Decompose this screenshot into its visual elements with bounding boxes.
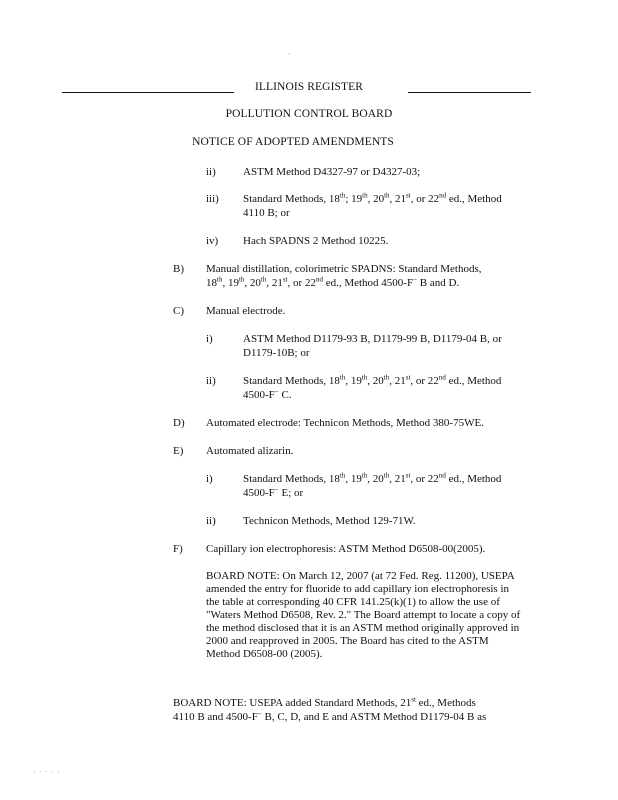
item-iv-text: Hach SPADNS 2 Method 10225. bbox=[243, 235, 389, 247]
item-ii-text: ASTM Method D4327-97 or D4327-03; bbox=[243, 166, 421, 178]
item-E-text: Automated alizarin. bbox=[206, 445, 294, 457]
board-note-2-line2 bbox=[173, 710, 486, 724]
text: , 19 bbox=[345, 375, 362, 387]
board-title: POLLUTION CONTROL BOARD bbox=[225, 108, 393, 120]
sup: th bbox=[384, 191, 390, 200]
item-Ci-line1: ASTM Method D1179-93 B, D1179-99 B, D1179-04 B, or bbox=[243, 333, 502, 345]
item-F-text: Capillary ion electrophoresis: ASTM Method D6508-00(2005). bbox=[206, 543, 486, 555]
item-E-label: E) bbox=[173, 445, 184, 457]
board-note-1: BOARD NOTE: On March 12, 2007 (at 72 Fed. Reg. 11200), USEPA amended the entry for fluoride to add capillary ion electrophoresis in the table at corresponding 40 CFR 141.25(k)(1) to allow the use of "Waters Method D6508, Rev. 2." The Board attempt to locate a copy of the method disclosed that it is an ASTM method originally approved in 2000 and reapproved in 2005. The Board has cited to the ASTM Method D6508-00 (2005). bbox=[206, 570, 521, 660]
sup: th bbox=[260, 275, 267, 284]
item-ii-label: ii) bbox=[206, 166, 216, 178]
text: , 20 bbox=[367, 193, 385, 205]
text: , 21 bbox=[389, 375, 406, 387]
footer-marks: · · · · · bbox=[33, 768, 61, 776]
text: , 19 bbox=[345, 473, 362, 485]
register-title: ILLINOIS REGISTER bbox=[254, 81, 364, 93]
sup: − bbox=[274, 485, 279, 494]
text: C. bbox=[278, 389, 292, 401]
sup: st bbox=[406, 191, 411, 200]
text: BOARD NOTE: USEPA added Standard Methods, 21 bbox=[173, 697, 412, 709]
text: 18 bbox=[206, 277, 217, 289]
text: E; or bbox=[278, 487, 304, 499]
text: 4500-F bbox=[243, 389, 275, 401]
item-F-label: F) bbox=[173, 543, 183, 555]
text: ed., Method bbox=[445, 473, 502, 485]
item-Ei-label: i) bbox=[206, 473, 213, 485]
sup: st bbox=[405, 471, 411, 480]
text: Standard Methods, 18 bbox=[243, 473, 340, 485]
item-Cii-line1 bbox=[243, 374, 501, 388]
text: ; 19 bbox=[345, 193, 363, 205]
sup: nd bbox=[438, 373, 446, 382]
text: Standard Methods, 18 bbox=[243, 375, 340, 387]
item-iii-line1 bbox=[243, 192, 502, 206]
text: , 21 bbox=[389, 193, 407, 205]
item-Ei-line2 bbox=[243, 486, 303, 500]
header-dot: · bbox=[288, 50, 291, 59]
text: B and D. bbox=[417, 277, 460, 289]
sup: st bbox=[411, 695, 416, 704]
text: Standard Methods, 18 bbox=[243, 193, 340, 205]
text: , 19 bbox=[222, 277, 239, 289]
board-note-2-line1 bbox=[173, 696, 476, 710]
text: , or 22 bbox=[410, 473, 439, 485]
notice-title: NOTICE OF ADOPTED AMENDMENTS bbox=[192, 136, 394, 148]
item-iii-label: iii) bbox=[206, 193, 219, 205]
sup: st bbox=[405, 373, 411, 382]
sup: nd bbox=[439, 191, 447, 200]
item-iii-line2: 4110 B; or bbox=[243, 207, 290, 219]
sup: th bbox=[217, 275, 223, 284]
text: , 20 bbox=[367, 473, 384, 485]
item-C-text: Manual electrode. bbox=[206, 305, 286, 317]
item-Eii-label: ii) bbox=[206, 515, 216, 527]
sup: − bbox=[413, 275, 418, 284]
sup: th bbox=[383, 471, 390, 480]
item-B-label: B) bbox=[173, 263, 184, 275]
sup: th bbox=[238, 275, 245, 284]
text: , or 22 bbox=[410, 193, 440, 205]
item-Eii-text: Technicon Methods, Method 129-71W. bbox=[243, 515, 416, 527]
item-D-label: D) bbox=[173, 417, 185, 429]
sup: th bbox=[362, 191, 368, 200]
text: , or 22 bbox=[410, 375, 439, 387]
text: , 21 bbox=[389, 473, 406, 485]
text: 4500-F bbox=[243, 487, 275, 499]
text: ed., Method 4500-F bbox=[322, 277, 414, 289]
item-Ci-line2: D1179-10B; or bbox=[243, 347, 310, 359]
text: ed., Method bbox=[446, 193, 502, 205]
sup: nd bbox=[315, 275, 323, 284]
item-Ci-label: i) bbox=[206, 333, 213, 345]
sup: st bbox=[282, 275, 288, 284]
sup: th bbox=[361, 471, 368, 480]
text: ed., Method bbox=[445, 375, 502, 387]
item-C-label: C) bbox=[173, 305, 184, 317]
text: , 20 bbox=[244, 277, 261, 289]
sup: th bbox=[383, 373, 390, 382]
sup: − bbox=[257, 709, 262, 718]
sup: th bbox=[361, 373, 368, 382]
sup: th bbox=[339, 191, 346, 200]
item-B-line2 bbox=[206, 276, 459, 290]
item-iv-label: iv) bbox=[206, 235, 219, 247]
item-D-text: Automated electrode: Technicon Methods, Method 380-75WE. bbox=[206, 417, 484, 429]
text: ed., Methods bbox=[415, 697, 476, 709]
sup: nd bbox=[438, 471, 446, 480]
text: , 21 bbox=[266, 277, 283, 289]
sup: − bbox=[274, 387, 279, 396]
text: , 20 bbox=[367, 375, 384, 387]
sup: th bbox=[339, 471, 346, 480]
item-Cii-label: ii) bbox=[206, 375, 216, 387]
item-Ei-line1 bbox=[243, 472, 501, 486]
item-Cii-line2 bbox=[243, 388, 292, 402]
sup: th bbox=[339, 373, 346, 382]
text: B, C, D, and E and ASTM Method D1179-04 B as bbox=[261, 711, 487, 723]
text: 4110 B and 4500-F bbox=[173, 711, 258, 723]
item-B-line1: Manual distillation, colorimetric SPADNS: Standard Methods, bbox=[206, 263, 482, 275]
text: , or 22 bbox=[287, 277, 316, 289]
